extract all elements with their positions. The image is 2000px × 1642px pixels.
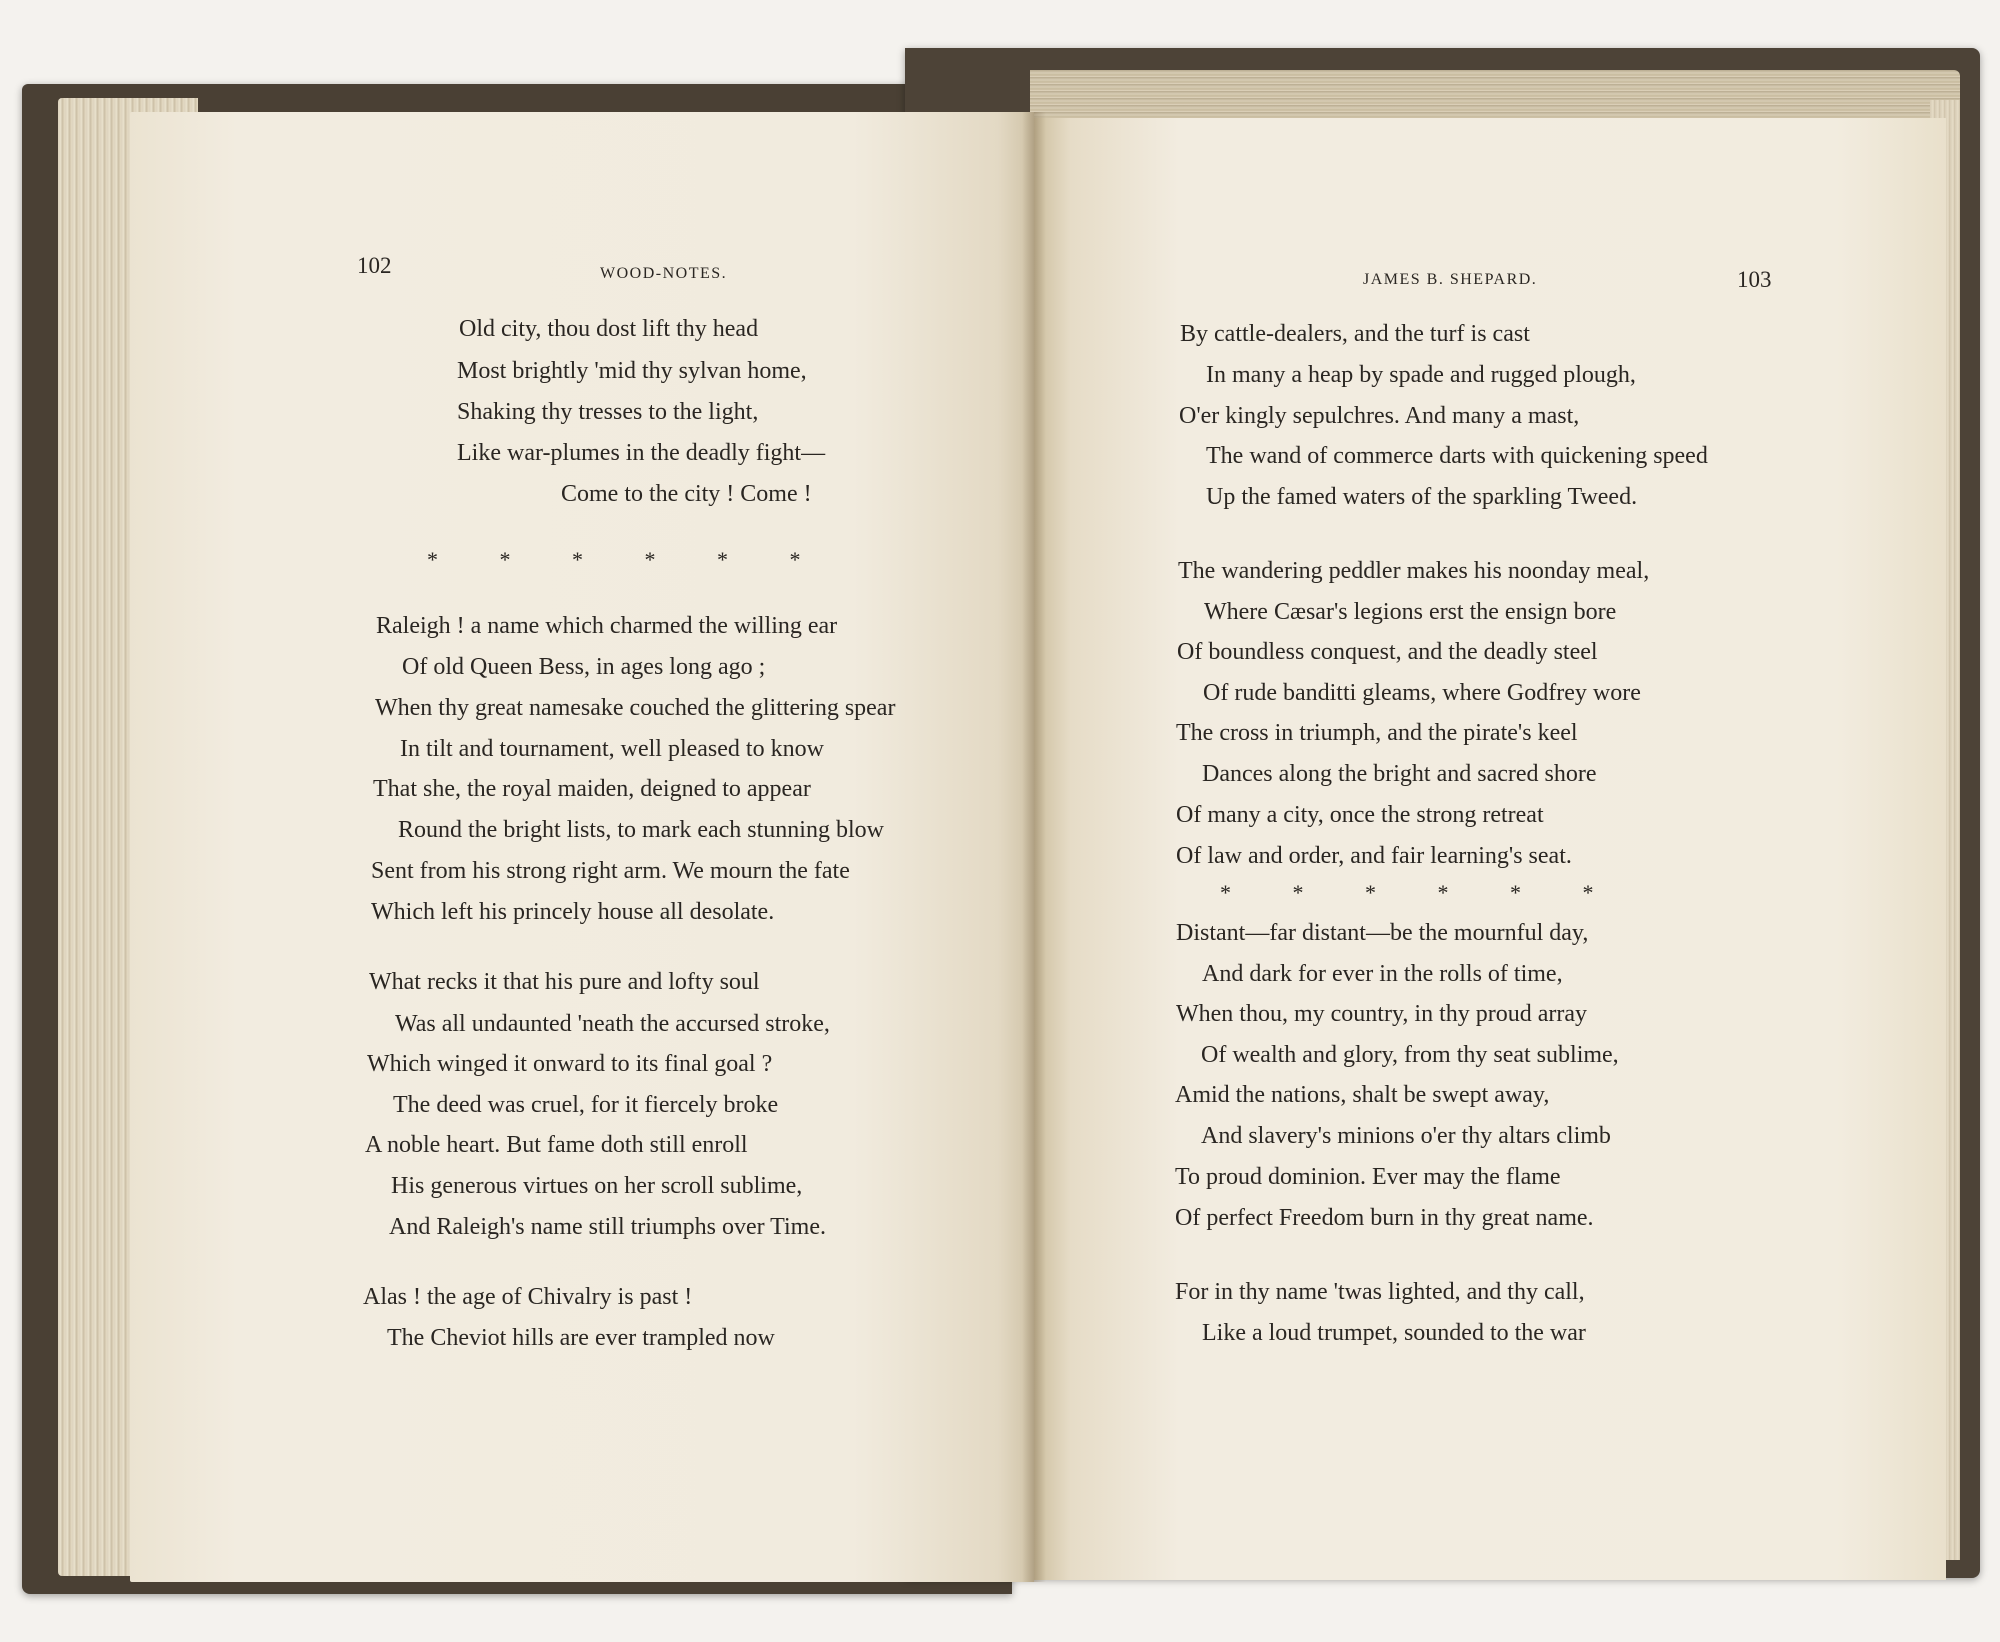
left-line: Shaking thy tresses to the light, bbox=[457, 399, 759, 425]
section-break-stars: * * * * * * bbox=[1220, 880, 1594, 905]
left-line: And Raleigh's name still triumphs over Time. bbox=[389, 1214, 826, 1240]
left-line: Sent from his strong right arm. We mourn the fate bbox=[371, 858, 850, 884]
left-running-head: WOOD-NOTES. bbox=[600, 265, 728, 282]
right-line: To proud dominion. Ever may the flame bbox=[1175, 1164, 1561, 1190]
right-running-head: JAMES B. SHEPARD. bbox=[1363, 271, 1538, 288]
right-line: When thou, my country, in thy proud array bbox=[1176, 1001, 1588, 1027]
left-line: That she, the royal maiden, deigned to appear bbox=[373, 776, 811, 802]
right-line: Like a loud trumpet, sounded to the war bbox=[1202, 1320, 1586, 1346]
left-line: Which winged it onward to its final goal ? bbox=[367, 1051, 773, 1077]
right-line: In many a heap by spade and rugged plough, bbox=[1206, 362, 1636, 388]
right-line: Where Cæsar's legions erst the ensign bore bbox=[1204, 599, 1617, 625]
right-line: Of boundless conquest, and the deadly steel bbox=[1177, 639, 1598, 665]
right-line: For in thy name 'twas lighted, and thy call, bbox=[1175, 1279, 1585, 1305]
left-line: Was all undaunted 'neath the accursed stroke, bbox=[395, 1011, 830, 1037]
left-line: Like war-plumes in the deadly fight— bbox=[457, 440, 826, 466]
right-line: Dances along the bright and sacred shore bbox=[1202, 761, 1597, 787]
right-line: And dark for ever in the rolls of time, bbox=[1202, 961, 1563, 987]
right-line: And slavery's minions o'er thy altars climb bbox=[1201, 1123, 1611, 1149]
left-line: Old city, thou dost lift thy head bbox=[459, 316, 759, 342]
left-line: In tilt and tournament, well pleased to know bbox=[400, 736, 824, 762]
right-line: Of perfect Freedom burn in thy great name. bbox=[1175, 1205, 1594, 1231]
left-line: Alas ! the age of Chivalry is past ! bbox=[363, 1284, 693, 1310]
left-line: What recks it that his pure and lofty soul bbox=[369, 969, 760, 995]
book-gutter bbox=[1022, 112, 1046, 1582]
right-line: The cross in triumph, and the pirate's keel bbox=[1176, 720, 1578, 746]
right-line: O'er kingly sepulchres. And many a mast, bbox=[1179, 403, 1580, 429]
left-line: Which left his princely house all desolate. bbox=[371, 899, 775, 925]
left-line: Come to the city ! Come ! bbox=[561, 481, 812, 507]
right-line: The wandering peddler makes his noonday meal, bbox=[1178, 558, 1650, 584]
left-line: The deed was cruel, for it fiercely broke bbox=[393, 1092, 779, 1118]
section-break-stars: * * * * * * bbox=[427, 547, 801, 572]
left-line: When thy great namesake couched the glittering spear bbox=[375, 695, 896, 721]
left-line: The Cheviot hills are ever trampled now bbox=[387, 1325, 775, 1351]
left-line: Of old Queen Bess, in ages long ago ; bbox=[402, 654, 766, 680]
right-line: Up the famed waters of the sparkling Tweed. bbox=[1206, 484, 1638, 510]
right-line: By cattle-dealers, and the turf is cast bbox=[1180, 321, 1530, 347]
left-line: Raleigh ! a name which charmed the willing ear bbox=[376, 613, 838, 639]
right-line: The wand of commerce darts with quickening speed bbox=[1206, 443, 1708, 469]
right-line: Of wealth and glory, from thy seat sublime, bbox=[1201, 1042, 1619, 1068]
left-line: Round the bright lists, to mark each stunning blow bbox=[398, 817, 884, 843]
right-line: Of law and order, and fair learning's seat. bbox=[1176, 843, 1572, 869]
right-page-number: 103 bbox=[1737, 267, 1772, 292]
left-line: A noble heart. But fame doth still enroll bbox=[365, 1132, 748, 1158]
left-line: His generous virtues on her scroll sublime, bbox=[391, 1173, 803, 1199]
left-page-number: 102 bbox=[357, 253, 392, 278]
right-line: Amid the nations, shalt be swept away, bbox=[1175, 1082, 1550, 1108]
right-line: Distant—far distant—be the mournful day, bbox=[1176, 920, 1589, 946]
left-line: Most brightly 'mid thy sylvan home, bbox=[457, 358, 807, 384]
right-line: Of rude banditti gleams, where Godfrey wore bbox=[1203, 680, 1641, 706]
right-line: Of many a city, once the strong retreat bbox=[1176, 802, 1544, 828]
